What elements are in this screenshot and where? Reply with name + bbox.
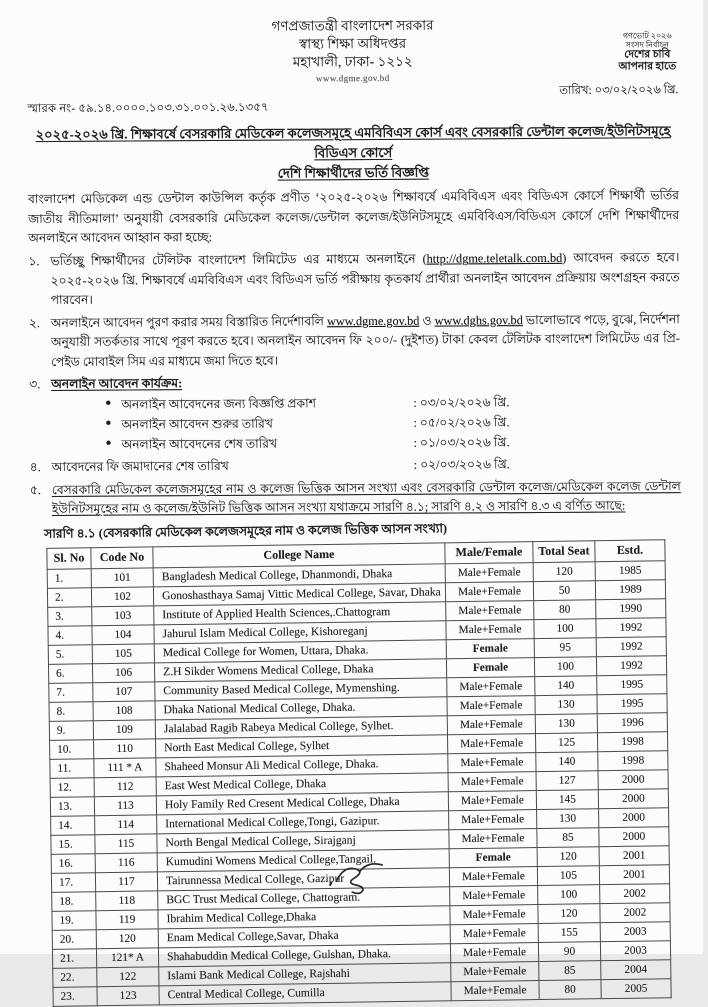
memo-number: স্মারক নং- ৫৯.১৪.০০০০.১০৩.৩১.০০১.২৬.১৩৫৭ [27, 101, 269, 115]
cell-total-seat: 130 [535, 713, 597, 733]
cell-total-seat: 100 [534, 618, 596, 638]
cell-male-female: Male+Female [450, 942, 538, 962]
cell-male-female: Male+Female [448, 771, 536, 791]
cell-total-seat: 120 [537, 846, 599, 866]
cell-code-no: 123 [97, 986, 159, 1006]
cell-total-seat: 50 [533, 580, 595, 600]
cell-total-seat: 85 [537, 827, 599, 847]
item-text [50, 249, 679, 311]
cell-code-no: 103 [92, 606, 154, 626]
cell-college-name: Holy Family Red Cresent Medical College, Dhaka [156, 792, 448, 815]
cell-sl-no: 5. [48, 644, 92, 664]
cell-male-female: Male+Female [450, 904, 538, 924]
cell-code-no: 121* A [96, 948, 158, 968]
cell-estd: 2004 [601, 959, 671, 979]
cell-total-seat: 120 [533, 561, 595, 581]
cell-sl-no: 22. [53, 967, 97, 987]
notice-title-line2: দেশি শিক্ষার্থীদের ভর্তি বিজ্ঞপ্তি [277, 164, 430, 181]
cell-college-name: Dhaka National Medical College, Dhaka. [155, 697, 447, 720]
cell-male-female: Male+Female [450, 923, 538, 943]
cell-male-female: Male+Female [451, 961, 539, 981]
cell-college-name: Tairunnessa Medical College, Gazipur [157, 867, 449, 890]
cell-total-seat: 80 [534, 599, 596, 619]
cell-sl-no: 8. [49, 701, 93, 721]
cell-sl-no: 6. [48, 663, 92, 683]
item-text [51, 310, 680, 372]
cell-code-no: 120 [96, 929, 158, 949]
cell-male-female: Female [446, 657, 534, 677]
cell-sl-no: 21. [52, 948, 96, 968]
cell-code-no: 114 [95, 815, 157, 835]
cell-sl-no: 20. [52, 929, 96, 949]
cell-total-seat: 100 [538, 884, 600, 904]
cell-total-seat: 140 [535, 675, 597, 695]
cell-college-name: Jahurul Islam Medical College, Kishoreganj [154, 621, 446, 644]
cell-estd: 2005 [601, 978, 671, 998]
fee-deadline-date: : ০২/০৩/২০২৬ খ্রি. [413, 457, 510, 472]
item1-post: ) আবেদন করতে হবে। ২০২৫-২০২৬ খ্রি. শিক্ষাবর্ষে এমবিবিএস এবং বিডিএস ভর্তি পরীক্ষায় কৃতকার্য প্রার্থীরা অনলাইন আবেদন প্রক্রিয়ায় অংশগ্রহন করতে পারবেন। [50, 250, 680, 308]
cell-college-name: Central Medical College, Cumilla [159, 981, 451, 1004]
cell-male-female: Male+Female [451, 980, 539, 1000]
cell-sl-no: 7. [49, 682, 93, 702]
issue-date: তারিখ: ০৩/০২/২০২৬ খ্রি. [559, 84, 679, 97]
dgme-link[interactable]: www.dgme.gov.bd [326, 313, 420, 329]
cell-code-no: 106 [92, 663, 154, 683]
cell-estd: 2002 [600, 883, 670, 903]
notice-item-1 [28, 249, 679, 311]
cell-code-no: 105 [92, 644, 154, 664]
cell-sl-no: 16. [51, 853, 95, 873]
schedule-heading: অনলাইন আবেদন কার্যক্রম: [51, 376, 183, 391]
cell-code-no: 116 [95, 853, 157, 873]
cell-sl-no: 15. [51, 834, 95, 854]
cell-male-female: Female [446, 638, 534, 658]
schedule-date: : ০৩/০২/২০২৬ খ্রি. [413, 395, 510, 411]
cell-code-no: 107 [93, 682, 155, 702]
cell-code-no: 102 [91, 587, 153, 607]
cell-sl-no: 23. [53, 986, 97, 1006]
cell-estd: 1992 [596, 617, 666, 637]
cell-total-seat: 127 [536, 770, 598, 790]
cell-sl-no: 4. [48, 625, 92, 645]
cell-college-name: BGC Trust Medical College, Chattogram. [158, 886, 450, 909]
cell-sl-no: 17. [51, 872, 95, 892]
cell-college-name: Kumudini Womens Medical College,Tangail. [157, 848, 449, 871]
cell-male-female: Male+Female [445, 581, 533, 601]
cell-college-name: Enam Medical College,Savar, Dhaka [158, 924, 450, 947]
college-table-body [47, 560, 671, 1006]
directorate-name: স্বাস্থ্য শিক্ষা অধিদপ্তর [298, 36, 407, 52]
header-college-name: College Name [153, 543, 445, 568]
cell-total-seat: 125 [535, 732, 597, 752]
bullet-icon: ● [105, 417, 112, 429]
cell-total-seat: 130 [537, 808, 599, 828]
schedule-list [95, 393, 680, 456]
cell-estd: 2003 [600, 940, 670, 960]
item-number: ২. [28, 315, 40, 330]
cell-code-no: 119 [96, 910, 158, 930]
cell-total-seat: 100 [534, 656, 596, 676]
badge-line: আপনার হাতে [618, 61, 677, 73]
header-code-no: Code No [91, 547, 153, 569]
college-table-section [30, 517, 688, 1007]
cell-male-female: Male+Female [447, 714, 535, 734]
cell-college-name: North Bengal Medical College, Sirajganj [157, 829, 449, 852]
cell-college-name: Community Based Medical College, Mymenshing. [155, 678, 447, 701]
cell-code-no: 117 [95, 872, 157, 892]
item2-mid: ও [419, 313, 435, 328]
schedule-label: অনলাইন আবেদনের জন্য বিজ্ঞপ্তি প্রকাশ [121, 396, 317, 412]
cell-estd: 1995 [597, 674, 667, 694]
cell-sl-no: 9. [49, 720, 93, 740]
cell-estd: 1992 [596, 655, 666, 675]
teletalk-link[interactable]: http://dgme.teletalk.com.bd [426, 251, 563, 267]
cell-sl-no: 19. [52, 910, 96, 930]
schedule-label: অনলাইন আবেদনের শেষ তারিখ [121, 436, 278, 452]
cell-sl-no: 3. [48, 606, 92, 626]
cell-college-name: North East Medical College, Sylhet [156, 735, 448, 758]
cell-college-name: International Medical College,Tongi, Gazipur. [157, 810, 449, 833]
cell-college-name: Medical College for Women, Uttara, Dhaka. [154, 640, 446, 663]
cell-code-no: 113 [94, 796, 156, 816]
item-number: ৪. [29, 460, 41, 475]
cell-college-name: Ibrahim Medical College,Dhaka [158, 905, 450, 928]
notice-item-5 [30, 477, 681, 520]
item-number: ৩. [29, 377, 41, 392]
cell-college-name: Shaheed Monsur Ali Medical College, Dhaka. [156, 754, 448, 777]
item-number: ১. [28, 254, 40, 269]
cell-estd: 1998 [597, 731, 667, 751]
fee-deadline-label: আবেদনের ফি জমাদানের শেষ তারিখ [51, 459, 229, 475]
cell-male-female: Male+Female [449, 828, 537, 848]
cell-college-name: Z.H Sikder Womens Medical College, Dhaka [154, 659, 446, 682]
cell-estd: 2000 [599, 807, 669, 827]
notice-item-3 [29, 371, 680, 394]
cell-male-female: Male+Female [449, 809, 537, 829]
cell-estd: 2000 [598, 769, 668, 789]
cell-code-no: 108 [93, 701, 155, 721]
cell-total-seat: 90 [538, 941, 600, 961]
cell-code-no: 104 [92, 625, 154, 645]
letterhead [27, 15, 678, 86]
handwritten-initial-mark [316, 855, 390, 901]
cell-estd: 1989 [595, 579, 665, 599]
cell-code-no: 111 * A [94, 758, 156, 778]
cell-total-seat: 120 [538, 903, 600, 923]
cell-sl-no: 2. [47, 587, 91, 607]
badge-line: দেশের চাবি [624, 49, 671, 61]
cell-total-seat: 145 [536, 789, 598, 809]
address-line: মহাখালী, ঢাকা- ১২১২ [292, 54, 413, 70]
cell-college-name: Islami Bank Medical College, Rajshahi [159, 962, 451, 985]
header-estd: Estd. [595, 540, 665, 562]
cell-sl-no: 10. [50, 739, 94, 759]
cell-estd: 1995 [597, 693, 667, 713]
item2-pre: অনলাইনে আবেদন পুরণ করার সময় বিস্তারিত নির্দেশাবলি [50, 314, 328, 330]
cell-code-no: 118 [96, 891, 158, 911]
cell-male-female: Female [449, 847, 537, 867]
election-slogan-badge [618, 31, 676, 74]
cell-estd: 1992 [596, 636, 666, 656]
cell-sl-no: 14. [51, 815, 95, 835]
notice-item-4 [30, 454, 681, 478]
cell-college-name: Bangladesh Medical College, Dhanmondi, Dhaka [153, 564, 445, 587]
cell-college-name: Jalalabad Ragib Rabeya Medical College, Sylhet. [155, 716, 447, 739]
government-name: গণপ্রজাতন্ত্রী বাংলাদেশ সরকার [271, 17, 434, 34]
cell-estd: 2000 [598, 788, 668, 808]
cell-male-female: Male+Female [448, 790, 536, 810]
bullet-icon: ● [105, 398, 112, 410]
dghs-link[interactable]: www.dghs.gov.bd [434, 312, 523, 328]
intro-paragraph: বাংলাদেশ মেডিকেল এন্ড ডেন্টাল কাউন্সিল কর্তৃক প্রণীত ‘২০২৫-২০২৬ শিক্ষাবর্ষে এমবিবিএস এবং বিডিএস কোর্সে শিক্ষার্থী ভর্তির জাতীয় নীতিমালা’ অনুযায়ী বেসরকারি মেডিকেল কলেজ/ডেন্টাল কলেজ/ইউনিটসমূহে এমবিবিএস/বিডিএস কোর্সে দেশি শিক্ষার্থীদের অনলাইনে আবেদন আহ্বান করা হচ্ছে: [28, 188, 680, 246]
cell-code-no: 109 [93, 720, 155, 740]
table-caption: সারণি ৪.১ (বেসরকারি মেডিকেল কলেজসমূহের নাম ও কলেজ ভিত্তিক আসন সংখ্যা) [44, 521, 448, 541]
cell-male-female: Male+Female [446, 619, 534, 639]
cell-code-no: 115 [95, 834, 157, 854]
cell-male-female: Male+Female [447, 676, 535, 696]
cell-male-female: Male+Female [449, 866, 537, 886]
cell-college-name: Gonoshasthaya Samaj Vittic Medical College, Savar, Dhaka [153, 583, 445, 606]
cell-estd: 2001 [599, 845, 669, 865]
cell-male-female: Male+Female [450, 885, 538, 905]
badge-line: সংসদ নির্বাচন [625, 40, 669, 50]
cell-total-seat: 80 [539, 979, 601, 999]
cell-code-no: 101 [91, 568, 153, 588]
college-seat-table [46, 539, 671, 1006]
cell-total-seat: 105 [537, 865, 599, 885]
cell-estd: 2001 [599, 864, 669, 884]
cell-code-no: 112 [94, 777, 156, 797]
item2-post: ভালোভাবে পড়ে, বুঝে, নির্দেশনা অনুযায়ী সতর্কতার সাথে পূরণ করতে হবে। অনলাইন আবেদন ফি ২০০/- (দুইশত) টাকা কেবল টেলিটক বাংলাদেশ লিমিটেড এর প্রি-পেইড মোবাইল সিম এর মাধ্যমে জমা দিতে হবে। [50, 311, 680, 369]
schedule-label: অনলাইন আবেদন শুরুর তারিখ [121, 416, 274, 432]
cell-estd: 2002 [600, 902, 670, 922]
notice-list [28, 249, 681, 520]
notice-item-2 [29, 310, 680, 372]
schedule-date: : ০৫/০২/২০২৬ খ্রি. [413, 415, 510, 431]
seat-table-reference-text: বেসরকারি মেডিকেল কলেজসমূহের নাম ও কলেজ ভিত্তিক আসন সংখ্যা এবং বেসরকারি ডেন্টাল কলেজ/মেডিকেল কলেজ ডেন্টাল ইউনিটসমূহের নাম ও কলেজ/ইউনিট ভিত্তিক আসন সংখ্যা যথাক্রমে সারণি ৪.১; সারণি ৪.২ ও সারণি ৪.৩ এ বর্ণিত আছে: [51, 479, 681, 517]
schedule-date: : ০১/০৩/২০২৬ খ্রি. [413, 435, 510, 451]
notice-title-line1: ২০২৫-২০২৬ খ্রি. শিক্ষাবর্ষে বেসরকারি মেডিকেল কলেজসমূহে এমবিবিএস কোর্স এবং বেসরকারি ডেন্টাল কলেজ/ইউনিটসমূহে বিডিএস কোর্সে [35, 122, 671, 161]
bullet-icon: ● [105, 437, 112, 449]
header-sl-no: Sl. No [47, 548, 91, 569]
header-male-female: Male/Female [445, 541, 533, 563]
cell-male-female: Male+Female [448, 752, 536, 772]
cell-college-name: Institute of Applied Health Sciences,.Chattogram [154, 602, 446, 625]
cell-college-name: Shahabuddin Medical College, Gulshan, Dhaka. [158, 943, 450, 966]
header-total-seat: Total Seat [533, 541, 595, 563]
cell-total-seat: 155 [538, 922, 600, 942]
cell-male-female: Male+Female [447, 733, 535, 753]
cell-estd: 1996 [597, 712, 667, 732]
cell-male-female: Male+Female [446, 600, 534, 620]
cell-total-seat: 85 [539, 960, 601, 980]
cell-college-name: East West Medical College, Dhaka [156, 773, 448, 796]
cell-code-no: 122 [97, 967, 159, 987]
cell-total-seat: 140 [536, 751, 598, 771]
cell-total-seat: 95 [534, 637, 596, 657]
cell-estd: 1998 [598, 750, 668, 770]
cell-estd: 2003 [600, 921, 670, 941]
cell-total-seat: 130 [535, 694, 597, 714]
cell-sl-no: 1. [47, 568, 91, 588]
notice-title [28, 121, 679, 185]
item-number: ৫. [29, 483, 41, 498]
cell-male-female: Male+Female [445, 562, 533, 582]
cell-sl-no: 12. [50, 777, 94, 797]
cell-sl-no: 11. [50, 758, 94, 778]
website-url: www.dgme.gov.bd [315, 72, 390, 84]
badge-line: গণভোট ২০২৬ [622, 31, 672, 41]
cell-estd: 1985 [595, 560, 665, 580]
cell-male-female: Male+Female [447, 695, 535, 715]
schedule-row [95, 432, 680, 455]
cell-estd: 2000 [599, 826, 669, 846]
item1-pre: ভর্তিচ্ছু শিক্ষার্থীদের টেলিটক বাংলাদেশ লিমিটেড এর মাধ্যমে অনলাইনে ( [50, 252, 427, 269]
cell-sl-no: 13. [50, 796, 94, 816]
cell-sl-no: 18. [52, 891, 96, 911]
cell-code-no: 110 [94, 739, 156, 759]
cell-estd: 1990 [596, 598, 666, 618]
